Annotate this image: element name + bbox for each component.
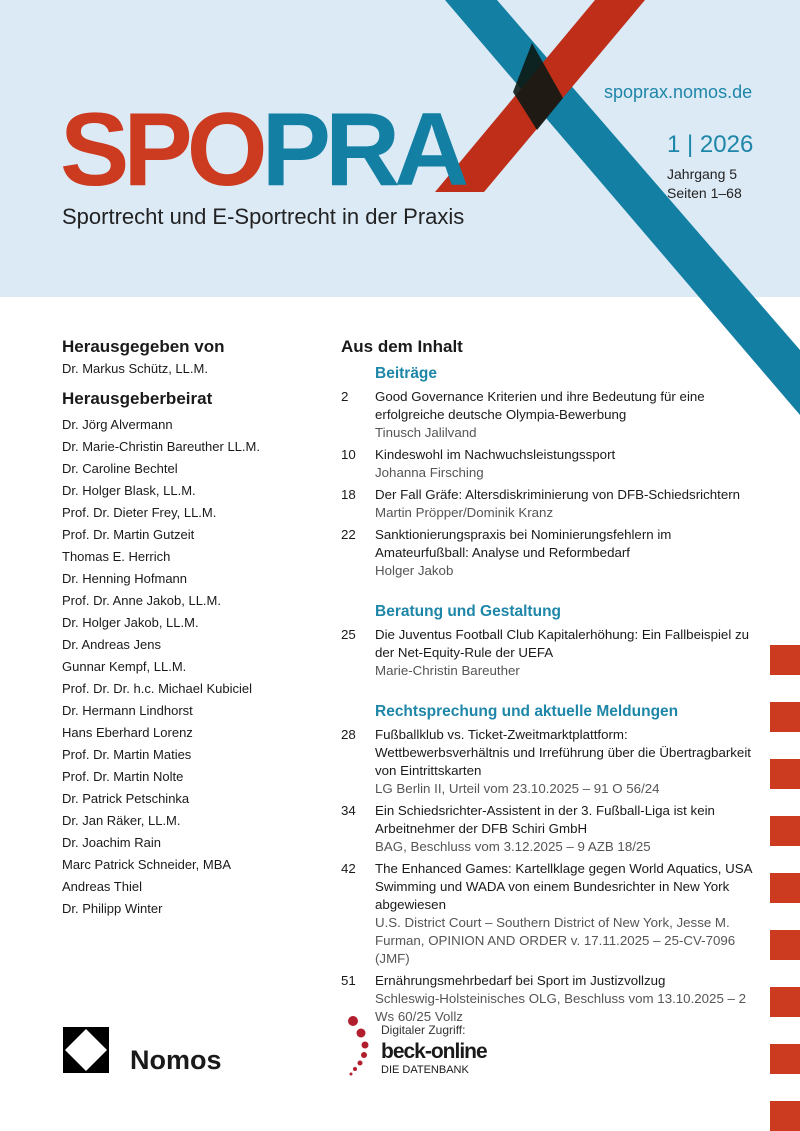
beck-online-logo — [345, 1015, 487, 1084]
nomos-logo-icon — [63, 1027, 109, 1073]
board-member: Dr. Holger Jakob, LL.M. — [62, 615, 199, 630]
red-square — [770, 1044, 800, 1074]
board-member: Hans Eberhard Lorenz — [62, 725, 193, 740]
board-member: Dr. Philipp Winter — [62, 901, 163, 916]
toc-entry[interactable] — [341, 446, 761, 482]
red-square — [770, 759, 800, 789]
board-member: Thomas E. Herrich — [62, 549, 171, 564]
page-number: 10 — [341, 447, 356, 462]
article-title: Good Governance Kriterien und ihre Bedeutung für eine erfolgreiche deutsche Olympia-Bewerbung — [375, 389, 705, 422]
board-member: Marc Patrick Schneider, MBA — [62, 857, 232, 872]
beck-dots-icon — [345, 1015, 379, 1079]
toc-entry[interactable] — [341, 860, 761, 968]
editor-heading: Herausgegeben von — [62, 337, 225, 356]
board-member: Dr. Andreas Jens — [62, 637, 161, 652]
board-member: Dr. Patrick Petschinka — [62, 791, 190, 806]
journal-logo: SPOPRA — [60, 92, 464, 208]
article-title: The Enhanced Games: Kartellklage gegen World Aquatics, USA Swimming und WADA von einem Bundesrichter in New York abgewiesen — [375, 861, 752, 912]
page-number: 42 — [341, 861, 356, 876]
article-title: Ernährungsmehrbedarf bei Sport im Justizvollzug — [375, 973, 666, 988]
article-author: Holger Jakob — [375, 563, 454, 578]
volume: Jahrgang 5 — [667, 166, 738, 182]
red-square — [770, 702, 800, 732]
section-heading: Beratung und Gestaltung — [375, 603, 561, 620]
toc-entry[interactable] — [341, 726, 761, 798]
board-member: Dr. Holger Blask, LL.M. — [62, 483, 196, 498]
article-author: U.S. District Court – Southern District of New York, Jesse M. Furman, OPINION AND ORDER v. 17.11.2025 – 25-CV-7096 (JMF) — [375, 915, 736, 966]
board-member: Dr. Jörg Alvermann — [62, 417, 173, 432]
article-title: Sanktionierungspraxis bei Nominierungsfehlern im Amateurfußball: Analyse und Reformbedarf — [375, 527, 672, 560]
article-author: BAG, Beschluss vom 3.12.2025 – 9 AZB 18/25 — [375, 839, 651, 854]
page-range: Seiten 1–68 — [667, 185, 742, 201]
board-list — [62, 414, 322, 920]
article-title: Fußballklub vs. Ticket-Zweitmarktplattform: Wettbewerbsverhältnis und Irreführung über die Übertragbarkeit von Eintrittskarten — [375, 727, 751, 778]
red-square — [770, 873, 800, 903]
board-member: Prof. Dr. Dr. h.c. Michael Kubiciel — [62, 681, 253, 696]
board-member: Dr. Joachim Rain — [62, 835, 161, 850]
board-member: Dr. Hermann Lindhorst — [62, 703, 193, 718]
digital-access-label: Digitaler Zugriff: — [381, 1023, 466, 1037]
article-author: Schleswig-Holsteinisches OLG, Beschluss vom 13.10.2025 – 2 Ws 60/25 Vollz — [375, 991, 747, 1024]
beck-tagline: DIE DATENBANK — [381, 1064, 469, 1076]
board-member: Prof. Dr. Martin Gutzeit — [62, 527, 195, 542]
issue-number: 1 | 2026 — [667, 131, 754, 158]
article-title: Ein Schiedsrichter-Assistent in der 3. Fußball-Liga ist kein Arbeitnehmer der DFB Schiri GmbH — [375, 803, 715, 836]
toc-entry[interactable] — [341, 972, 761, 1026]
page-number: 22 — [341, 527, 356, 542]
editor-name: Dr. Markus Schütz, LL.M. — [62, 361, 208, 376]
journal-subtitle: Sportrecht und E-Sportrecht in der Praxis — [62, 204, 465, 229]
article-author: Martin Pröpper/Dominik Kranz — [375, 505, 554, 520]
contents-column — [341, 336, 761, 1030]
page-number: 51 — [341, 973, 356, 988]
board-member: Dr. Jan Räker, LL.M. — [62, 813, 181, 828]
board-heading: Herausgeberbeirat — [62, 389, 213, 408]
article-author: Johanna Firsching — [375, 465, 484, 480]
article-title: Die Juventus Football Club Kapitalerhöhung: Ein Fallbeispiel zu der Net-Equity-Rule der UEFA — [375, 627, 750, 660]
article-author: Marie-Christin Bareuther — [375, 663, 520, 678]
beck-online-name: beck-online — [381, 1040, 487, 1063]
board-member: Dr. Marie-Christin Bareuther LL.M. — [62, 439, 260, 454]
board-member: Prof. Dr. Dieter Frey, LL.M. — [62, 505, 217, 520]
toc-entry[interactable] — [341, 802, 761, 856]
page-number: 34 — [341, 803, 356, 818]
toc-entry[interactable] — [341, 626, 761, 680]
publisher-name: Nomos — [130, 1045, 222, 1075]
issue-meta — [667, 165, 742, 203]
article-author: LG Berlin II, Urteil vom 23.10.2025 – 91 O 56/24 — [375, 781, 660, 796]
page-number: 28 — [341, 727, 356, 742]
editors-column — [62, 336, 322, 920]
board-member: Prof. Dr. Martin Maties — [62, 747, 192, 762]
board-member: Andreas Thiel — [62, 879, 142, 894]
journal-url[interactable]: spoprax.nomos.de — [604, 82, 753, 102]
board-member: Gunnar Kempf, LL.M. — [62, 659, 187, 674]
red-square — [770, 1101, 800, 1131]
board-member: Prof. Dr. Anne Jakob, LL.M. — [62, 593, 221, 608]
article-author: Tinusch Jalilvand — [375, 425, 477, 440]
red-square — [770, 930, 800, 960]
page-number: 25 — [341, 627, 356, 642]
article-title: Der Fall Gräfe: Altersdiskriminierung von DFB-Schiedsrichtern — [375, 487, 741, 502]
red-square — [770, 987, 800, 1017]
contents-heading: Aus dem Inhalt — [341, 337, 463, 356]
board-member: Dr. Henning Hofmann — [62, 571, 188, 586]
section-heading: Beiträge — [375, 365, 438, 382]
section-heading: Rechtsprechung und aktuelle Meldungen — [375, 703, 679, 720]
contents-sections — [341, 364, 761, 1026]
article-title: Kindeswohl im Nachwuchsleistungssport — [375, 447, 616, 462]
page-number: 18 — [341, 487, 356, 502]
red-square — [770, 645, 800, 675]
toc-entry[interactable] — [341, 526, 761, 580]
red-square — [770, 816, 800, 846]
board-member: Dr. Caroline Bechtel — [62, 461, 178, 476]
page-number: 2 — [341, 389, 349, 404]
board-member: Prof. Dr. Martin Nolte — [62, 769, 184, 784]
toc-entry[interactable] — [341, 388, 761, 442]
toc-entry[interactable] — [341, 486, 761, 522]
